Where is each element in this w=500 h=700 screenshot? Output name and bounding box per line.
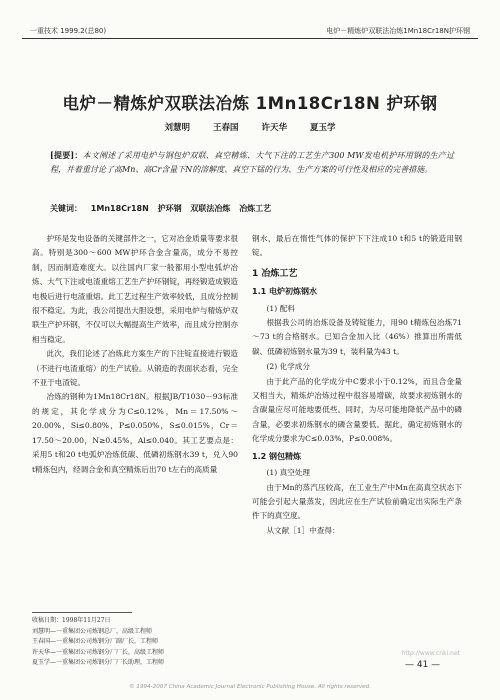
footnote-line: 夏玉学—一重集团公司炼钢分厂厂长助理，工程师 [32,659,165,667]
author-list [0,121,500,133]
subsubsection-heading: (1) 真空处理 [266,468,310,478]
subsection-heading: 1.2 钢包精炼 [252,451,301,461]
body-paragraph: 从文献［1］中查得： [266,525,340,535]
footnote-line: 刘慧明—一重集团公司炼钢总厂，高级工程师 [32,627,153,635]
keyword: 1Mn18Cr18N [90,204,149,213]
keyword: 护环钢 [157,204,182,213]
footnote-received: 收稿日期：1998年11月27日 [32,617,111,624]
keyword: 双联法冶炼 [190,204,231,213]
author: 王春国 [213,123,239,133]
abstract [50,148,454,177]
body-paragraph: 钢水，最后在惰性气体的保护下下注成10 t和5 t的锻造用钢锭。 [252,234,462,258]
footnote-line: 许天华—一重集团公司炼钢分厂厂长，高级工程师 [32,648,165,656]
running-title: 电炉－精炼炉双联法冶炼1Mn18Cr18N护环钢 [326,27,470,35]
body-paragraph: 护环是发电设备的关键部件之一，它对冶金质量等要求很高。特别是300～600 MW护环合金含量高，成分不易控制，因而制造难度大。以往国内厂家一般都用小型电弧炉冶炼、大气下注或电渣重熔工艺生产护环钢锭，再经锻造成锻造电极后进行电渣重熔。此工艺过程生产效率较低，且成分控制很不稳定。为此，我公司提出大胆设想，采用电炉与精炼炉双联生产护环钢，不仅可以大幅提高生产效率，而且成分控制亦相当稳定。 [32,234,238,344]
keywords-label: 关键词： [50,204,82,213]
footnote-line: 王春国—一重集团公司炼钢分厂副厂长，工程师 [32,638,159,646]
copyright-notice: © 1994-2007 China Academic Journal Electronic Publishing House. All rights reserved. [129,684,371,690]
keywords [50,203,460,214]
author: 许天华 [261,123,287,133]
journal-header: 一重技术 1999.2(总80) [30,27,107,35]
keyword: 冶炼工艺 [239,204,272,213]
author: 刘慧明 [164,123,191,133]
body-paragraph: 根据我公司的冶炼设备及铸锭能力，用90 t精炼包冶炼71～73 t的合格钢水。已知合金加入比（46%）推算出所需低碳、低磷初炼钢水量为39 t，装料量为43 t。 [252,318,462,356]
author: 夏玉学 [309,123,336,133]
left-column [32,232,238,477]
subsubsection-heading: (2) 化学成分 [266,362,310,372]
body-paragraph: 由于此产品的化学成分中C要求小于0.12%，而且合金量又相当大，精炼炉冶炼过程中很容易增碳，故要求初炼钢水的含碳量应尽可能地要低些。同时，为尽可能地降低产品中的磷含量，必要求初炼钢水的磷含量要低。据此，确定初炼钢水的化学成分要求为C≤0.03%，P≤0.008%。 [252,376,462,444]
right-column [252,232,462,538]
paper-title: 电炉－精炼炉双联法冶炼 1Mn18Cr18N 护环钢 [62,94,438,113]
body-paragraph: 此次，我们论述了冶炼此方案生产的下注锭直接进行锻造（不进行电渣重熔）的生产试验。从锻造的表面状态看，完全不亚于电渣锭。 [32,349,238,388]
header-rule [22,38,478,39]
watermark: http://www.cnki.net [401,650,460,657]
footnote [32,612,238,669]
abstract-label: [提要]： [50,150,83,160]
subsubsection-heading: (1) 配料 [266,303,295,313]
subsection-heading: 1.1 电炉初炼钢水 [252,287,317,297]
section-heading: 1 冶炼工艺 [252,268,298,279]
page-number: — 41 — [405,660,441,670]
body-paragraph: 由于Mn的蒸汽压较高，在工业生产中Mn在高真空状态下可能会引起大量蒸发，因此应在生产试验前确定出实际生产条件下的真空度。 [252,482,462,521]
abstract-text: 本文阐述了采用电炉与钢包炉双联、真空精炼、大气下注的工艺生产300 MW发电机护环用钢的生产过程，并着重讨论了高Mn、高Cr含量下N的溶解度、真空下锰的行为、生产方案的可行性及相应的完善措施。 [50,151,454,174]
footnote-rule [32,612,132,613]
body-paragraph: 冶炼的钢种为1Mn18Cr18N。根据JB/T1030－93标准的规定，其化学成分为C≤0.12%，Mn＝17.50%～20.00%，Si≤0.80%，P≤0.050%，S≤0.015%，Cr＝17.50～20.00，N≥0.45%，Al≤0.040。其工艺要点是：采用5 t和20 t电弧炉冶炼低碳、低磷初炼钢水39 t，兑入90 t精炼包内，经调合金和真空精炼后出70 t左右的高质量 [32,392,238,474]
